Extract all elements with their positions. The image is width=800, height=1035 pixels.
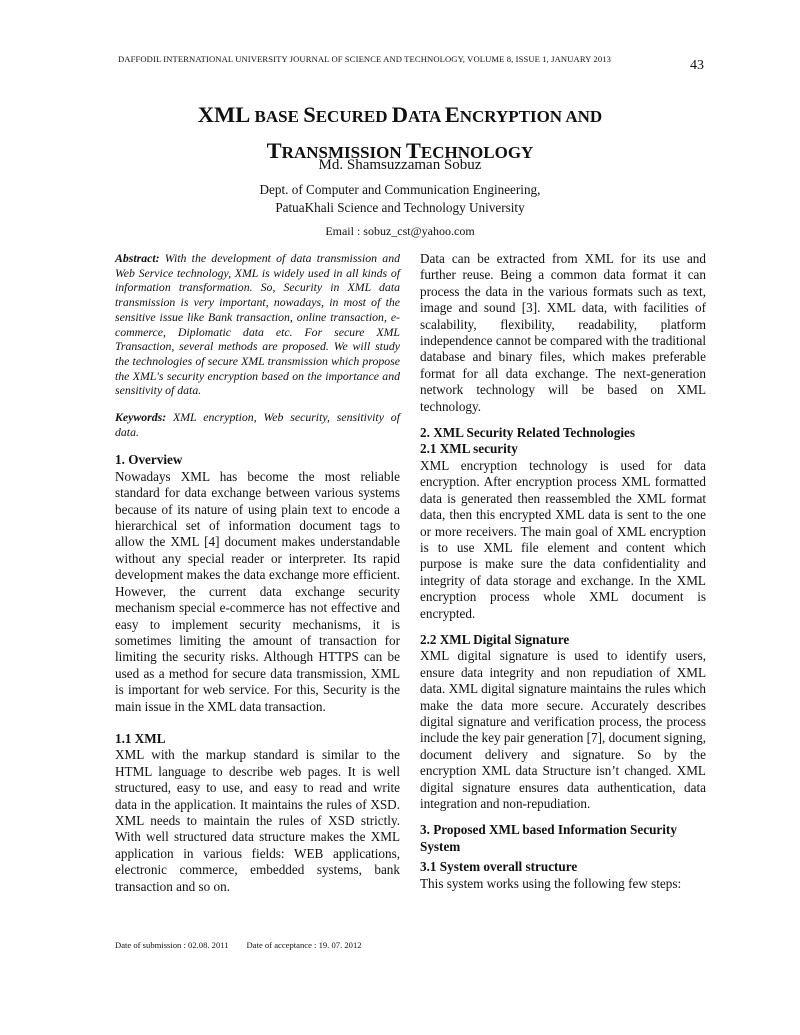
author-name: Md. Shamsuzzaman Sobuz [318, 157, 482, 173]
page-number: 43 [690, 58, 704, 73]
title-segment: ASE [265, 107, 304, 126]
xml-paragraph: XML with the markup standard is similar to the HTML language to describe web pages. It is well structured, easy to use, and easy to read and write data in the application. It maintains the rules of XSD. XML needs to maintain the rules of XSD strictly. With well structured data structure makes the XML application in various fields: WEB applications, electronic commerce, embedded systems, bank transaction and so on. [115, 747, 400, 894]
abstract-text: With the development of data transmission and Web Service technology, XML is widely used in all kinds of information transformation. So, Security in XML data transmission is very important, nowadays, in most of the sensitive issue like Bank transaction, online transaction, e-commerce, Diplomatic data etc. For secure XML Transaction, several methods are proposed. We will study the technologies of secure XML transmission which propose the XML's security encryption based on the importance and sensitivity of data. [115, 251, 400, 398]
section-heading-3-1: 3.1 System overall structure [420, 859, 578, 875]
date-of-acceptance: Date of acceptance : 19. 07. 2012 [246, 940, 362, 950]
date-of-submission: Date of submission : 02.08. 2011 [115, 940, 229, 950]
abstract [115, 251, 400, 398]
left-column [115, 251, 400, 895]
keywords-text: XML encryption, Web security, sensitivity of data. [115, 410, 400, 439]
affiliation-line-2: PatuaKhali Science and Technology University [275, 200, 525, 215]
title-segment: XML [197, 102, 251, 127]
title-segment: RANSMISSION [281, 143, 406, 162]
submission-dates [115, 940, 362, 950]
section-heading-xml: 1.1 XML [115, 730, 166, 746]
digital-signature-paragraph: XML digital signature is used to identify users, ensure data integrity and non repudiation of XML data. XML digital signature maintains the rules which make the data more secure. Accurately describes digital signature and verification process, the process include the key pair generation [7], document signing, document delivery and signature. So by the encryption XML data Structure isn’t changed. XML digital signature ensures data authentication, data integration and non-repudiation. [420, 648, 707, 811]
section-heading-3: 3. Proposed XML based Information Security System [420, 822, 677, 854]
xml-security-paragraph: XML encryption technology is used for data encryption. After encryption process XML formatted data is generated then reassembled the XML format data, then this encrypted XML data is sent to the one or more receivers. The main goal of XML encryption is to use XML file element and content which purpose is make sure the data confidentiality and integrity of data storage and exchange. In the XML encryption process whole XML document is encrypted. [420, 457, 706, 621]
title-segment: B [250, 107, 266, 126]
title-line-1 [100, 96, 700, 132]
title-segment: ATA [408, 107, 445, 126]
title-segment: E [444, 102, 460, 127]
overview-paragraph: Nowadays XML has become the most reliable standard for data exchange between various systems because of its nature of using plain text to encode a hierarchical set of information document tags to allow the XML [4] document makes understandable without any special reader or interpreter. Its rapid development makes the data exchange more efficient. However, the current data exchange security mechanism special e-commerce has not effective and easy to implement security mechanisms, it is sometimes limiting the amount of transaction for limiting the security risks. Although HTTPS can be used as a method for secure data transmission, XML is important for web service. For this, Security is the main issue in the XML data transaction. [115, 468, 400, 714]
author-email: Email : sobuz_cst@yahoo.com [325, 224, 475, 238]
xml-paragraph-continued: Data can be extracted from XML for its use and further reuse. Being a common data format it can process the data in the various formats such as text, image and sound [3]. XML data, with facilities of scalability, flexibility, readability, platform independence cannot be compared with the traditional database and binary files, which makes preferable format for all data exchange. The next-generation network technology will be based on XML technology. [420, 251, 706, 414]
section-heading-2-1: 2.1 XML security [420, 441, 518, 457]
system-structure-paragraph: This system works using the following few steps: [420, 875, 682, 891]
title-segment: T [405, 138, 421, 163]
title-segment: S [303, 102, 316, 127]
running-head: DAFFODIL INTERNATIONAL UNIVERSITY JOURNAL OF SCIENCE AND TECHNOLOGY, VOLUME 8, ISSUE 1, JANUARY 2013 [118, 54, 612, 64]
title-segment: D [391, 102, 409, 127]
affiliation-line-1: Dept. of Computer and Communication Engineering, [259, 182, 541, 197]
keywords [115, 410, 400, 439]
title-segment: NCRYPTION AND [459, 107, 603, 126]
right-column [420, 251, 706, 892]
title-segment: ECHNOLOGY [420, 143, 534, 162]
section-heading-2: 2. XML Security Related Technologies [420, 425, 636, 441]
affiliation [200, 181, 600, 217]
title-segment: T [266, 138, 282, 163]
abstract-label: Abstract: [115, 251, 160, 265]
title-segment: ECURED [315, 107, 392, 126]
section-heading-overview: 1. Overview [115, 452, 183, 468]
keywords-label: Keywords: [115, 410, 167, 425]
section-heading-2-2: 2.2 XML Digital Signature [420, 631, 570, 647]
